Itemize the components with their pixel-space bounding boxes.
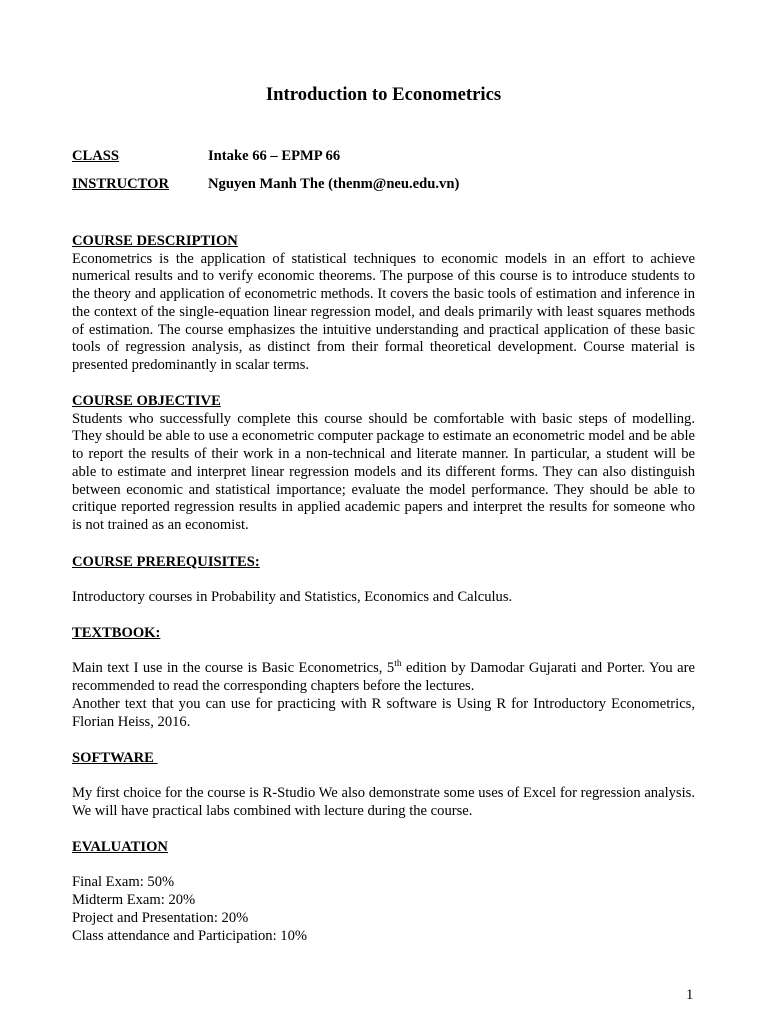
software-heading: SOFTWARE bbox=[72, 750, 158, 766]
evaluation-item: Project and Presentation: 20% bbox=[72, 909, 249, 926]
course-prerequisites-section bbox=[72, 554, 695, 607]
software-text: My first choice for the course is R-Studio We also demonstrate some uses of Excel for regression analysis. We will have practical labs combined with lecture during the course. bbox=[72, 785, 695, 820]
textbook-text-end: edition by Damodar Gujarati and Porter. You are recommended to read the corresponding chapters before the lectures. bbox=[72, 660, 696, 695]
textbook-section bbox=[72, 625, 695, 731]
textbook-edition-superscript: th bbox=[394, 659, 402, 670]
page-number: 1 bbox=[686, 987, 694, 1003]
evaluation-section bbox=[72, 839, 695, 945]
class-value: Intake 66 – EPMP 66 bbox=[208, 148, 341, 164]
textbook-text-secondary: Another text that you can use for practicing with R software is Using R for Introductory Econometrics, Florian Heiss, 2016. bbox=[72, 695, 695, 730]
course-description-text: Econometrics is the application of statistical techniques to economic models in an effort to achieve numerical results and to verify economic theorems. The purpose of this course is to introduce students to the theory and application of econometric methods. It covers the basic tools of estimation and inference in the context of the single-equation linear regression model, and deals primarily with least squares methods of estimation. The course emphasizes the intuitive understanding and practical application of these basic tools of regression analysis, as distinct from their formal theoretical development. Course material is presented predominantly in scalar terms. bbox=[72, 250, 695, 373]
evaluation-item: Final Exam: 50% bbox=[72, 874, 175, 891]
evaluation-item: Midterm Exam: 20% bbox=[72, 892, 196, 909]
software-section bbox=[72, 750, 695, 821]
instructor-value: Nguyen Manh The (thenm@neu.edu.vn) bbox=[208, 176, 460, 192]
course-description-section bbox=[72, 233, 695, 375]
course-objective-heading: COURSE OBJECTIVE bbox=[72, 393, 221, 409]
course-description-heading: COURSE DESCRIPTION bbox=[72, 233, 238, 249]
instructor-label: INSTRUCTOR bbox=[72, 176, 170, 192]
document-title: Introduction to Econometrics bbox=[265, 84, 502, 105]
textbook-heading: TEXTBOOK: bbox=[72, 625, 161, 641]
textbook-text bbox=[72, 660, 695, 695]
course-objective-section bbox=[72, 393, 695, 535]
course-objective-text: Students who successfully complete this course should be comfortable with basic steps of modelling. They should be able to use a econometric computer package to estimate an econometric model and be able to report the results of their work in a non-technical and literate manner. In particular, a student will be able to estimate and interpret linear regression models and its different forms. They can also distinguish between economic and statistical importance; evaluate the model performance. They should be able to critique reported regression results in applied academic papers and interpret the results for someone who is not trained as an economist. bbox=[72, 410, 695, 533]
course-prerequisites-text: Introductory courses in Probability and Statistics, Economics and Calculus. bbox=[72, 589, 513, 606]
class-label: CLASS bbox=[72, 148, 120, 164]
evaluation-item: Class attendance and Participation: 10% bbox=[72, 927, 308, 944]
evaluation-heading: EVALUATION bbox=[72, 839, 168, 855]
document-page bbox=[72, 0, 695, 1024]
course-prerequisites-heading: COURSE PREREQUISITES: bbox=[72, 554, 260, 570]
textbook-text-start: Main text I use in the course is Basic Econometrics, 5 bbox=[72, 660, 395, 677]
